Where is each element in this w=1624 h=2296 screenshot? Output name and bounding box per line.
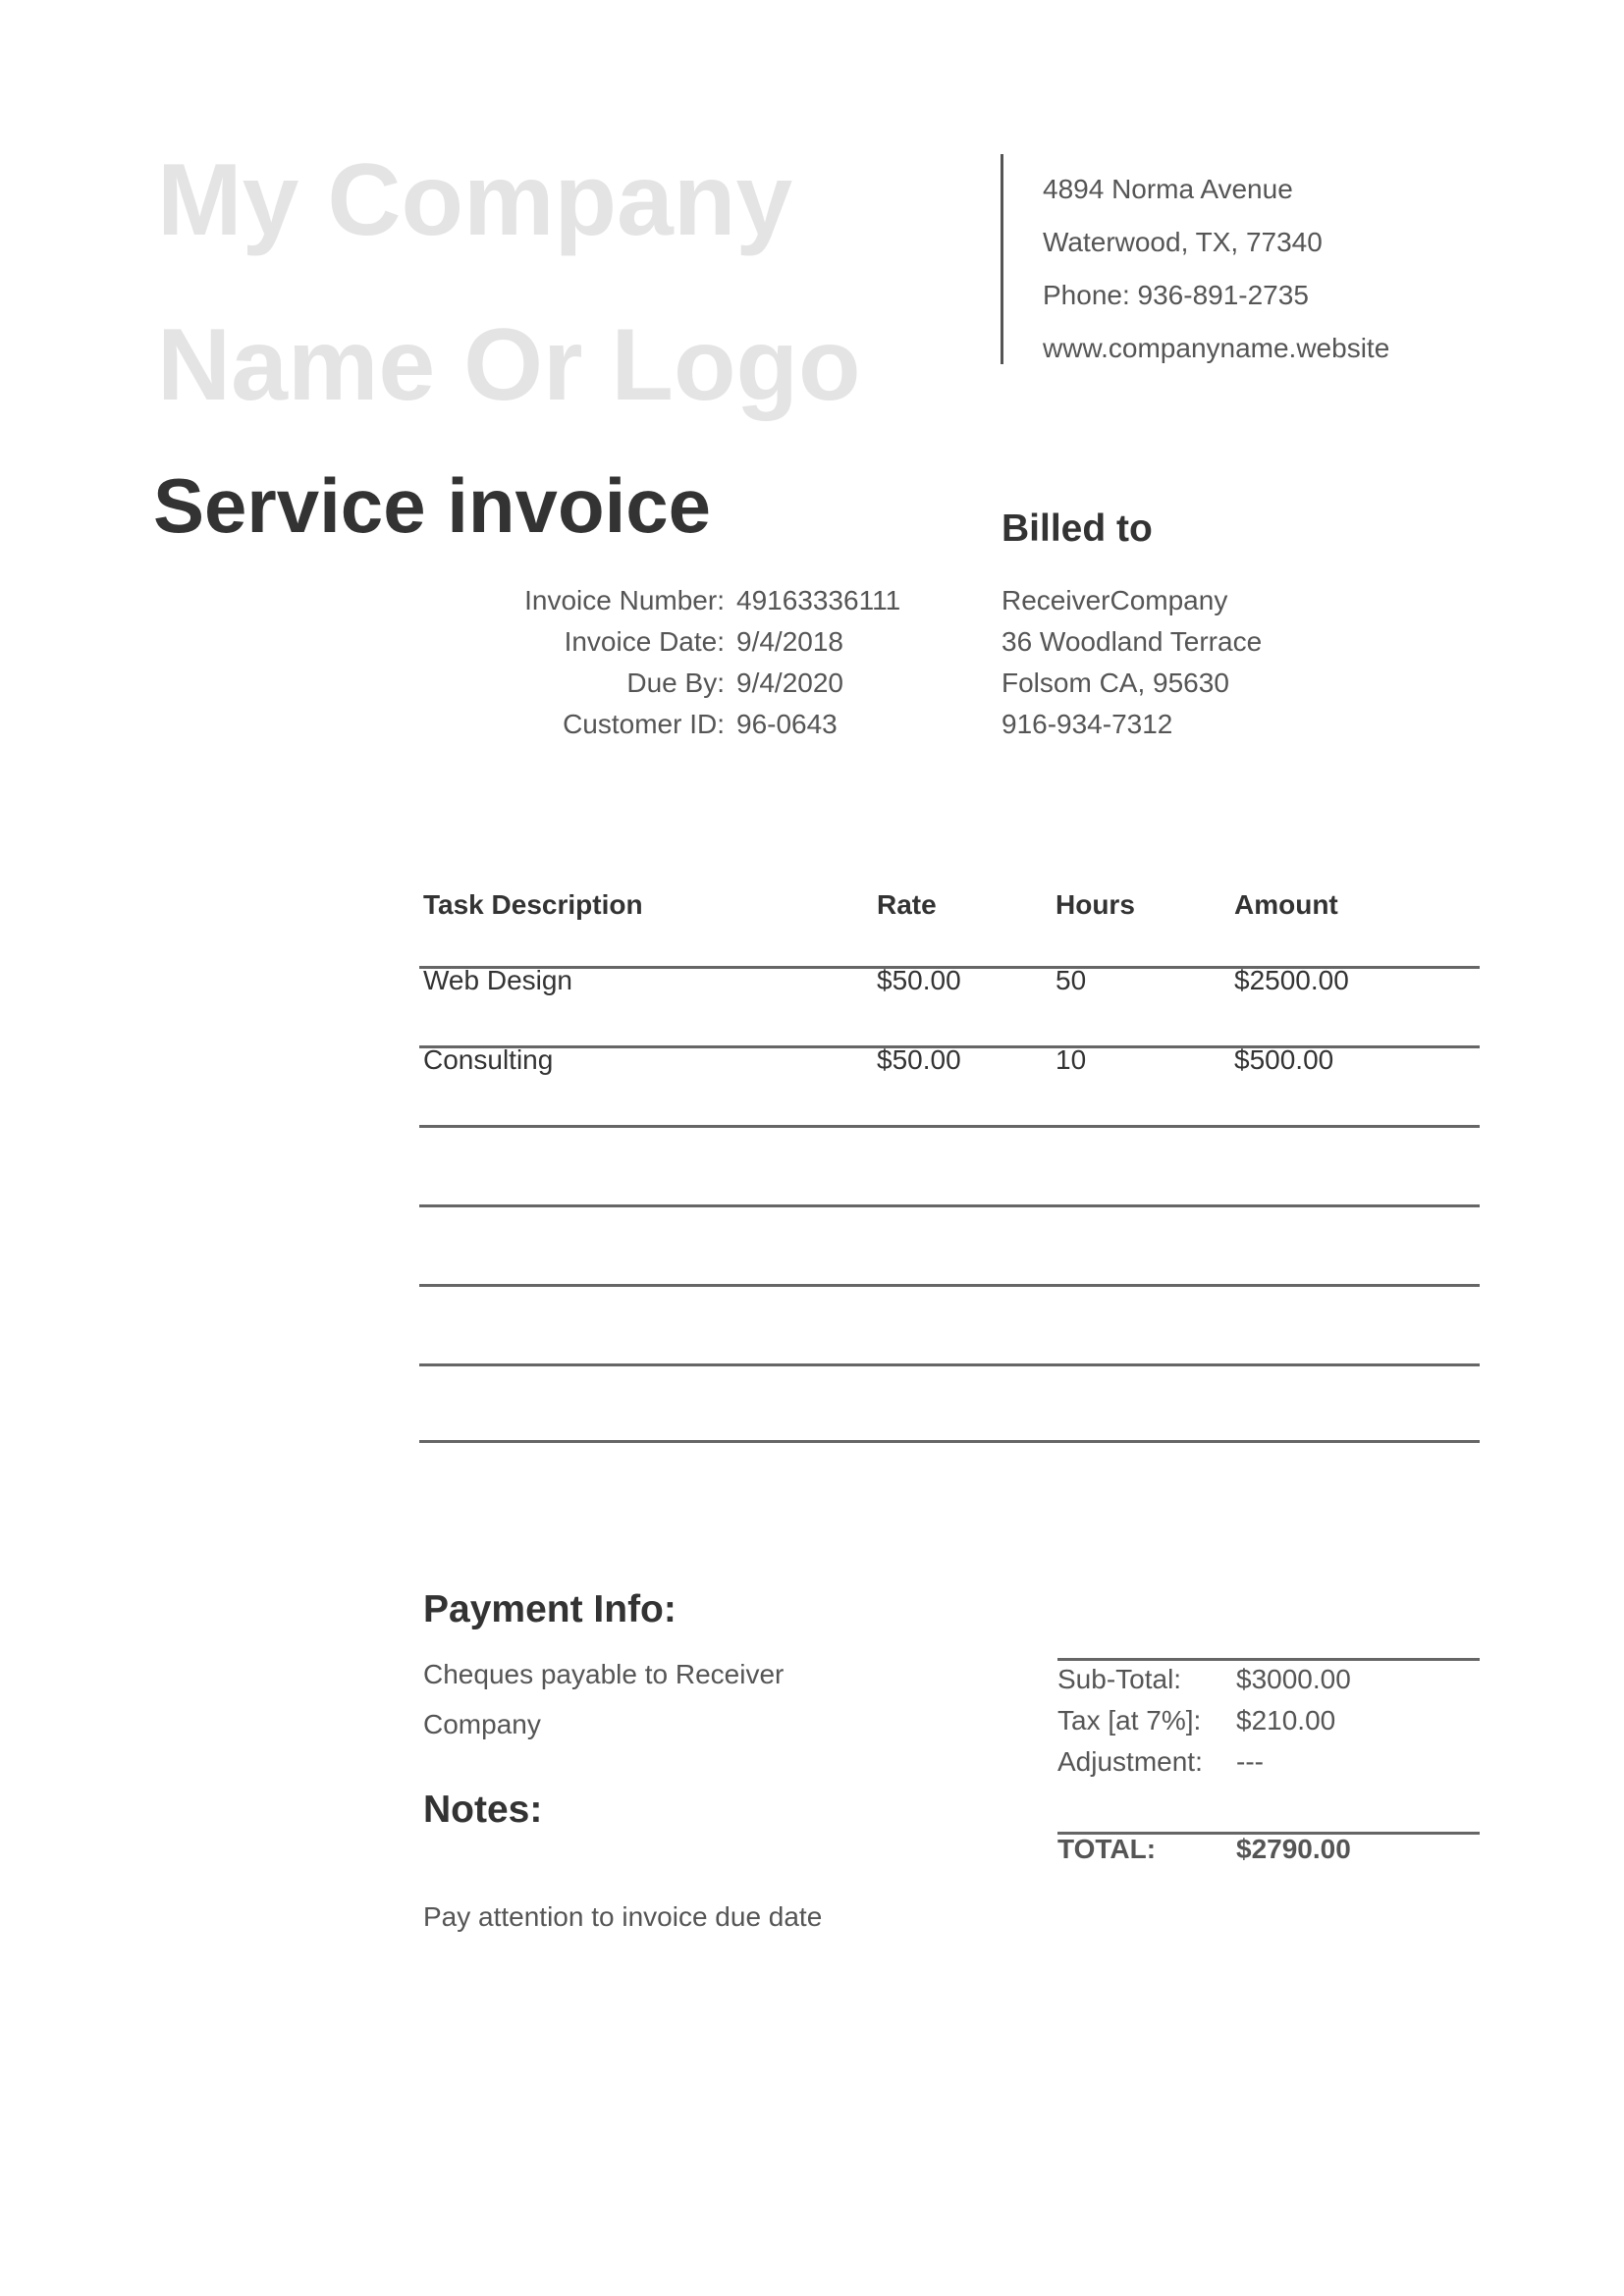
task-hours xyxy=(1056,1125,1234,1204)
tax-label: Tax [at 7%]: xyxy=(1057,1705,1202,1735)
invoice-number-row xyxy=(432,580,962,621)
task-amount xyxy=(1234,1125,1480,1204)
billed-to-company: ReceiverCompany xyxy=(1001,585,1228,615)
task-description: Consulting xyxy=(423,1044,554,1075)
customer-id-row xyxy=(432,704,962,745)
meta-label: Customer ID: xyxy=(563,709,725,739)
billed-to-city: Folsom CA, 95630 xyxy=(1001,667,1229,698)
billed-to-address xyxy=(1001,580,1262,745)
task-description xyxy=(419,1125,877,1204)
task-amount: $2500.00 xyxy=(1234,965,1349,995)
task-rate xyxy=(877,1363,1056,1440)
table-row-empty xyxy=(419,1284,1480,1363)
tax-row xyxy=(1057,1700,1433,1741)
meta-label: Due By: xyxy=(626,667,725,698)
task-rate xyxy=(877,1284,1056,1363)
header-amount: Amount xyxy=(1234,889,1338,920)
invoice-date-row xyxy=(432,621,962,663)
task-description xyxy=(419,1204,877,1284)
task-hours xyxy=(1056,1363,1234,1440)
task-hours: 10 xyxy=(1056,1044,1087,1075)
billed-to-heading: Billed to xyxy=(1001,507,1153,550)
logo-line-1: My Company xyxy=(157,143,793,257)
company-logo xyxy=(157,118,903,448)
task-rate: $50.00 xyxy=(877,965,961,995)
task-hours xyxy=(1056,1204,1234,1284)
task-rate xyxy=(877,1204,1056,1284)
table-row xyxy=(419,1045,1480,1125)
header-task-description: Task Description xyxy=(423,889,643,920)
logo-line-2: Name Or Logo xyxy=(157,308,861,422)
task-amount xyxy=(1234,1363,1480,1440)
notes-text: Pay attention to invoice due date xyxy=(423,1901,823,1932)
address-city: Waterwood, TX, 77340 xyxy=(1043,227,1323,257)
totals-summary xyxy=(1057,1659,1433,1783)
task-amount xyxy=(1234,1204,1480,1284)
task-description xyxy=(419,1363,877,1440)
total-label: TOTAL: xyxy=(1057,1834,1157,1864)
header-rate: Rate xyxy=(877,889,937,920)
billed-to-phone: 916-934-7312 xyxy=(1001,709,1173,739)
company-address xyxy=(1043,163,1389,375)
task-description xyxy=(419,1284,877,1363)
customer-id: 96-0643 xyxy=(736,709,838,739)
invoice-date: 9/4/2018 xyxy=(736,626,843,657)
table-row-empty xyxy=(419,1204,1480,1284)
billed-to-street: 36 Woodland Terrace xyxy=(1001,626,1263,657)
payment-info-heading: Payment Info: xyxy=(423,1588,677,1630)
meta-label: Invoice Number: xyxy=(524,585,725,615)
address-website: www.companyname.website xyxy=(1043,333,1390,363)
adjustment-value: --- xyxy=(1236,1746,1264,1777)
task-table xyxy=(419,874,1480,1443)
address-street: 4894 Norma Avenue xyxy=(1043,174,1293,204)
address-divider xyxy=(1001,154,1003,364)
table-header xyxy=(419,874,1480,966)
due-by-row xyxy=(432,663,962,704)
header-hours: Hours xyxy=(1056,889,1135,920)
address-phone: Phone: 936-891-2735 xyxy=(1043,280,1309,310)
task-description: Web Design xyxy=(423,965,573,995)
task-amount: $500.00 xyxy=(1234,1044,1334,1075)
subtotal-row xyxy=(1057,1659,1433,1700)
adjustment-row xyxy=(1057,1741,1433,1783)
due-by-date: 9/4/2020 xyxy=(736,667,843,698)
adjustment-label: Adjustment: xyxy=(1057,1746,1203,1777)
invoice-title: Service invoice xyxy=(153,462,712,549)
task-hours xyxy=(1056,1284,1234,1363)
meta-label: Invoice Date: xyxy=(564,626,725,657)
invoice-meta xyxy=(432,580,962,745)
notes-heading: Notes: xyxy=(423,1789,543,1831)
subtotal-label: Sub-Total: xyxy=(1057,1664,1182,1694)
table-row-empty xyxy=(419,1363,1480,1443)
table-row xyxy=(419,966,1480,1045)
task-amount xyxy=(1234,1284,1480,1363)
payment-info-text: Cheques payable to Receiver Company xyxy=(423,1659,785,1739)
total-value: $2790.00 xyxy=(1236,1834,1351,1864)
task-hours: 50 xyxy=(1056,965,1087,995)
table-row-empty xyxy=(419,1125,1480,1204)
tax-value: $210.00 xyxy=(1236,1705,1336,1735)
subtotal-value: $3000.00 xyxy=(1236,1664,1351,1694)
invoice-number: 49163336111 xyxy=(736,585,901,615)
task-rate: $50.00 xyxy=(877,1044,961,1075)
grand-total-row xyxy=(1057,1834,1433,1865)
task-rate xyxy=(877,1125,1056,1204)
